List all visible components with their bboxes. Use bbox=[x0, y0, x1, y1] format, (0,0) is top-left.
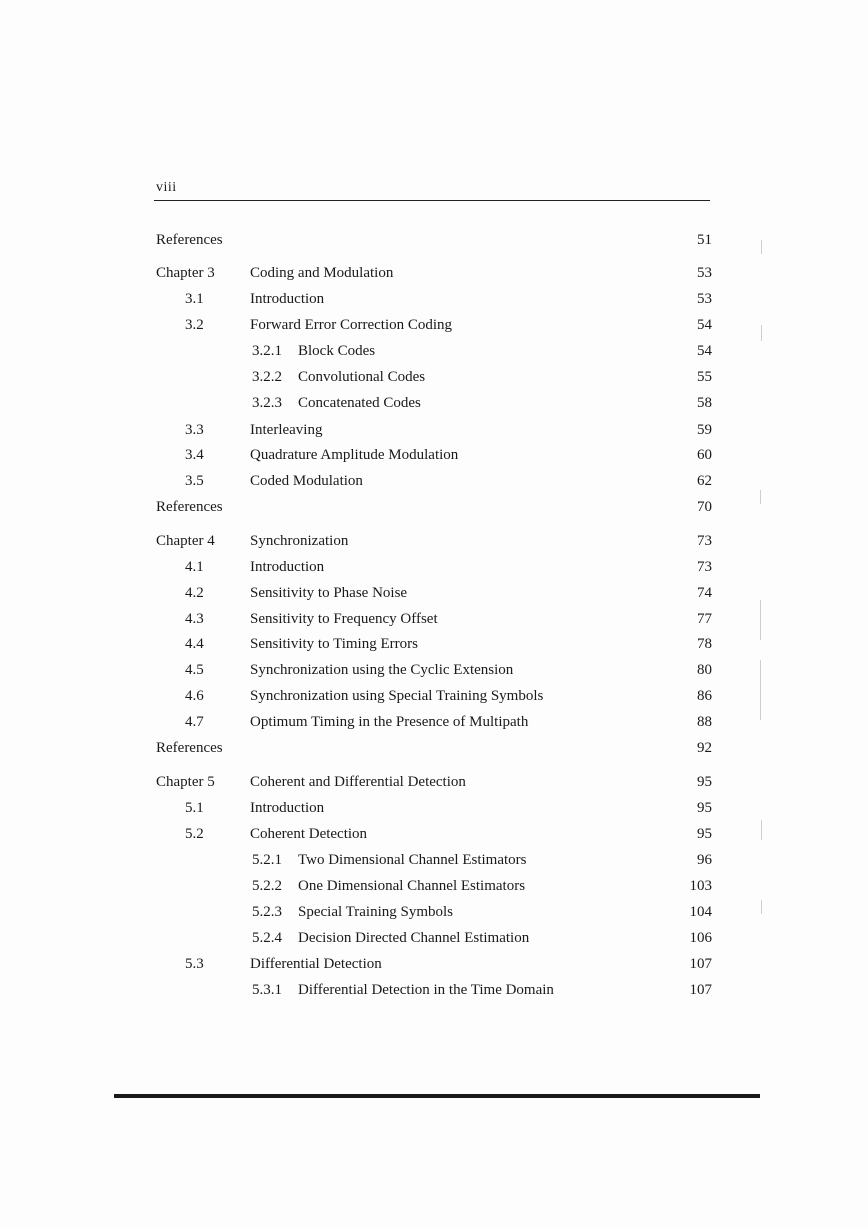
toc-page-number: 104 bbox=[689, 904, 712, 920]
toc-section-title: Sensitivity to Frequency Offset bbox=[250, 611, 438, 627]
toc-page-number: 74 bbox=[697, 585, 712, 601]
toc-section-number: 5.1 bbox=[185, 800, 204, 816]
toc-page-number: 59 bbox=[697, 422, 712, 438]
toc-subsection-row bbox=[0, 979, 868, 1001]
toc-references-row bbox=[0, 229, 868, 251]
toc-references-label: References bbox=[156, 740, 223, 756]
toc-section-row bbox=[0, 633, 868, 655]
toc-page-number: 54 bbox=[697, 343, 712, 359]
toc-section-title: Sensitivity to Phase Noise bbox=[250, 585, 408, 601]
toc-subsection-title: Convolutional Codes bbox=[298, 369, 426, 385]
toc-section-row bbox=[0, 711, 868, 733]
toc-references-row bbox=[0, 737, 868, 759]
toc-section-row bbox=[0, 608, 868, 630]
toc-section-title: Optimum Timing in the Presence of Multipath bbox=[250, 714, 529, 730]
toc-subsection-title: Special Training Symbols bbox=[298, 904, 454, 920]
toc-subsection-number: 3.2.3 bbox=[252, 395, 282, 411]
scan-artifact bbox=[761, 900, 762, 914]
toc-page-number: 58 bbox=[697, 395, 712, 411]
toc-page-number: 51 bbox=[697, 232, 712, 248]
toc-section-number: 3.5 bbox=[185, 473, 204, 489]
toc-section-number: 4.2 bbox=[185, 585, 204, 601]
toc-page-number: 88 bbox=[697, 714, 712, 730]
toc-subsection-title: Concatenated Codes bbox=[298, 395, 421, 411]
toc-subsection-row bbox=[0, 392, 868, 414]
toc-section-row bbox=[0, 556, 868, 578]
toc-section-number: 4.3 bbox=[185, 611, 204, 627]
toc-subsection-number: 5.3.1 bbox=[252, 982, 282, 998]
toc-section-title: Synchronization using Special Training Symbols bbox=[250, 688, 544, 704]
toc-section-number: 3.1 bbox=[185, 291, 204, 307]
scan-artifact bbox=[761, 240, 762, 254]
bottom-rule bbox=[114, 1094, 760, 1098]
toc-subsection-number: 5.2.1 bbox=[252, 852, 282, 868]
toc-chapter-number: Chapter 4 bbox=[156, 533, 215, 549]
toc-subsection-number: 5.2.2 bbox=[252, 878, 282, 894]
toc-section-title: Coherent Detection bbox=[250, 826, 368, 842]
toc-section-row bbox=[0, 288, 868, 310]
toc-page-number: 107 bbox=[689, 982, 712, 998]
toc-subsection-title: One Dimensional Channel Estimators bbox=[298, 878, 526, 894]
toc-section-number: 4.4 bbox=[185, 636, 204, 652]
toc-section-number: 5.2 bbox=[185, 826, 204, 842]
toc-section-title: Forward Error Correction Coding bbox=[250, 317, 453, 333]
toc-section-row bbox=[0, 444, 868, 466]
toc-chapter-number: Chapter 5 bbox=[156, 774, 215, 790]
toc-subsection-number: 3.2.1 bbox=[252, 343, 282, 359]
toc-references-label: References bbox=[156, 232, 223, 248]
toc-page-number: 95 bbox=[697, 800, 712, 816]
toc-section-row bbox=[0, 823, 868, 845]
toc-page-number: 73 bbox=[697, 559, 712, 575]
toc-subsection-row bbox=[0, 927, 868, 949]
toc-subsection-number: 3.2.2 bbox=[252, 369, 282, 385]
toc-subsection-number: 5.2.4 bbox=[252, 930, 282, 946]
toc-page-number: 62 bbox=[697, 473, 712, 489]
toc-subsection-title: Decision Directed Channel Estimation bbox=[298, 930, 530, 946]
scan-artifact bbox=[760, 600, 761, 640]
toc-subsection-number: 5.2.3 bbox=[252, 904, 282, 920]
toc-subsection-row bbox=[0, 875, 868, 897]
toc-section-number: 4.5 bbox=[185, 662, 204, 678]
toc-section-row bbox=[0, 797, 868, 819]
toc-chapter-row bbox=[0, 771, 868, 793]
toc-section-row bbox=[0, 314, 868, 336]
toc-page-number: 54 bbox=[697, 317, 712, 333]
toc-section-number: 4.7 bbox=[185, 714, 204, 730]
toc-subsection-title: Differential Detection in the Time Domain bbox=[298, 982, 554, 998]
toc-subsection-row bbox=[0, 849, 868, 871]
toc-page-number: 95 bbox=[697, 774, 712, 790]
toc-page-number: 77 bbox=[697, 611, 712, 627]
toc-chapter-row bbox=[0, 530, 868, 552]
toc-page-number: 78 bbox=[697, 636, 712, 652]
toc-page-number: 55 bbox=[697, 369, 712, 385]
toc-section-title: Quadrature Amplitude Modulation bbox=[250, 447, 459, 463]
scan-artifact bbox=[760, 660, 761, 720]
toc-section-number: 5.3 bbox=[185, 956, 204, 972]
toc-section-row bbox=[0, 659, 868, 681]
toc-page-number: 53 bbox=[697, 291, 712, 307]
toc-section-title: Introduction bbox=[250, 800, 325, 816]
toc-chapter-number: Chapter 3 bbox=[156, 265, 215, 281]
toc-section-number: 4.1 bbox=[185, 559, 204, 575]
toc-subsection-row bbox=[0, 366, 868, 388]
toc-page-number: 73 bbox=[697, 533, 712, 549]
scan-artifact bbox=[761, 325, 762, 341]
toc-subsection-row bbox=[0, 901, 868, 923]
toc-section-row bbox=[0, 685, 868, 707]
toc-section-row bbox=[0, 470, 868, 492]
page-number-roman: viii bbox=[156, 180, 177, 195]
toc-section-title: Introduction bbox=[250, 291, 325, 307]
toc-section-row bbox=[0, 953, 868, 975]
toc-subsection-title: Two Dimensional Channel Estimators bbox=[298, 852, 527, 868]
toc-references-row bbox=[0, 496, 868, 518]
toc-chapter-title: Coherent and Differential Detection bbox=[250, 774, 466, 790]
toc-chapter-title: Coding and Modulation bbox=[250, 265, 394, 281]
toc-page-number: 53 bbox=[697, 265, 712, 281]
toc-page-number: 103 bbox=[689, 878, 712, 894]
toc-section-title: Coded Modulation bbox=[250, 473, 363, 489]
toc-section-number: 3.3 bbox=[185, 422, 204, 438]
toc-page-number: 80 bbox=[697, 662, 712, 678]
toc-section-row bbox=[0, 419, 868, 441]
toc-page-number: 107 bbox=[689, 956, 712, 972]
toc-page-number: 70 bbox=[697, 499, 712, 515]
toc-section-number: 4.6 bbox=[185, 688, 204, 704]
scan-artifact bbox=[760, 490, 761, 504]
toc-section-number: 3.2 bbox=[185, 317, 204, 333]
toc-subsection-row bbox=[0, 340, 868, 362]
toc-page-number: 96 bbox=[697, 852, 712, 868]
toc-section-title: Differential Detection bbox=[250, 956, 382, 972]
toc-section-title: Introduction bbox=[250, 559, 325, 575]
toc-page-number: 92 bbox=[697, 740, 712, 756]
toc-section-title: Synchronization using the Cyclic Extension bbox=[250, 662, 514, 678]
toc-section-title: Interleaving bbox=[250, 422, 323, 438]
toc-references-label: References bbox=[156, 499, 223, 515]
toc-page-number: 60 bbox=[697, 447, 712, 463]
toc-section-row bbox=[0, 582, 868, 604]
toc-subsection-title: Block Codes bbox=[298, 343, 376, 359]
toc-page-number: 95 bbox=[697, 826, 712, 842]
toc-section-title: Sensitivity to Timing Errors bbox=[250, 636, 418, 652]
toc-page-number: 86 bbox=[697, 688, 712, 704]
toc-chapter-row bbox=[0, 262, 868, 284]
toc-page-number: 106 bbox=[689, 930, 712, 946]
toc-section-number: 3.4 bbox=[185, 447, 204, 463]
toc-chapter-title: Synchronization bbox=[250, 533, 349, 549]
scan-artifact bbox=[761, 820, 762, 840]
